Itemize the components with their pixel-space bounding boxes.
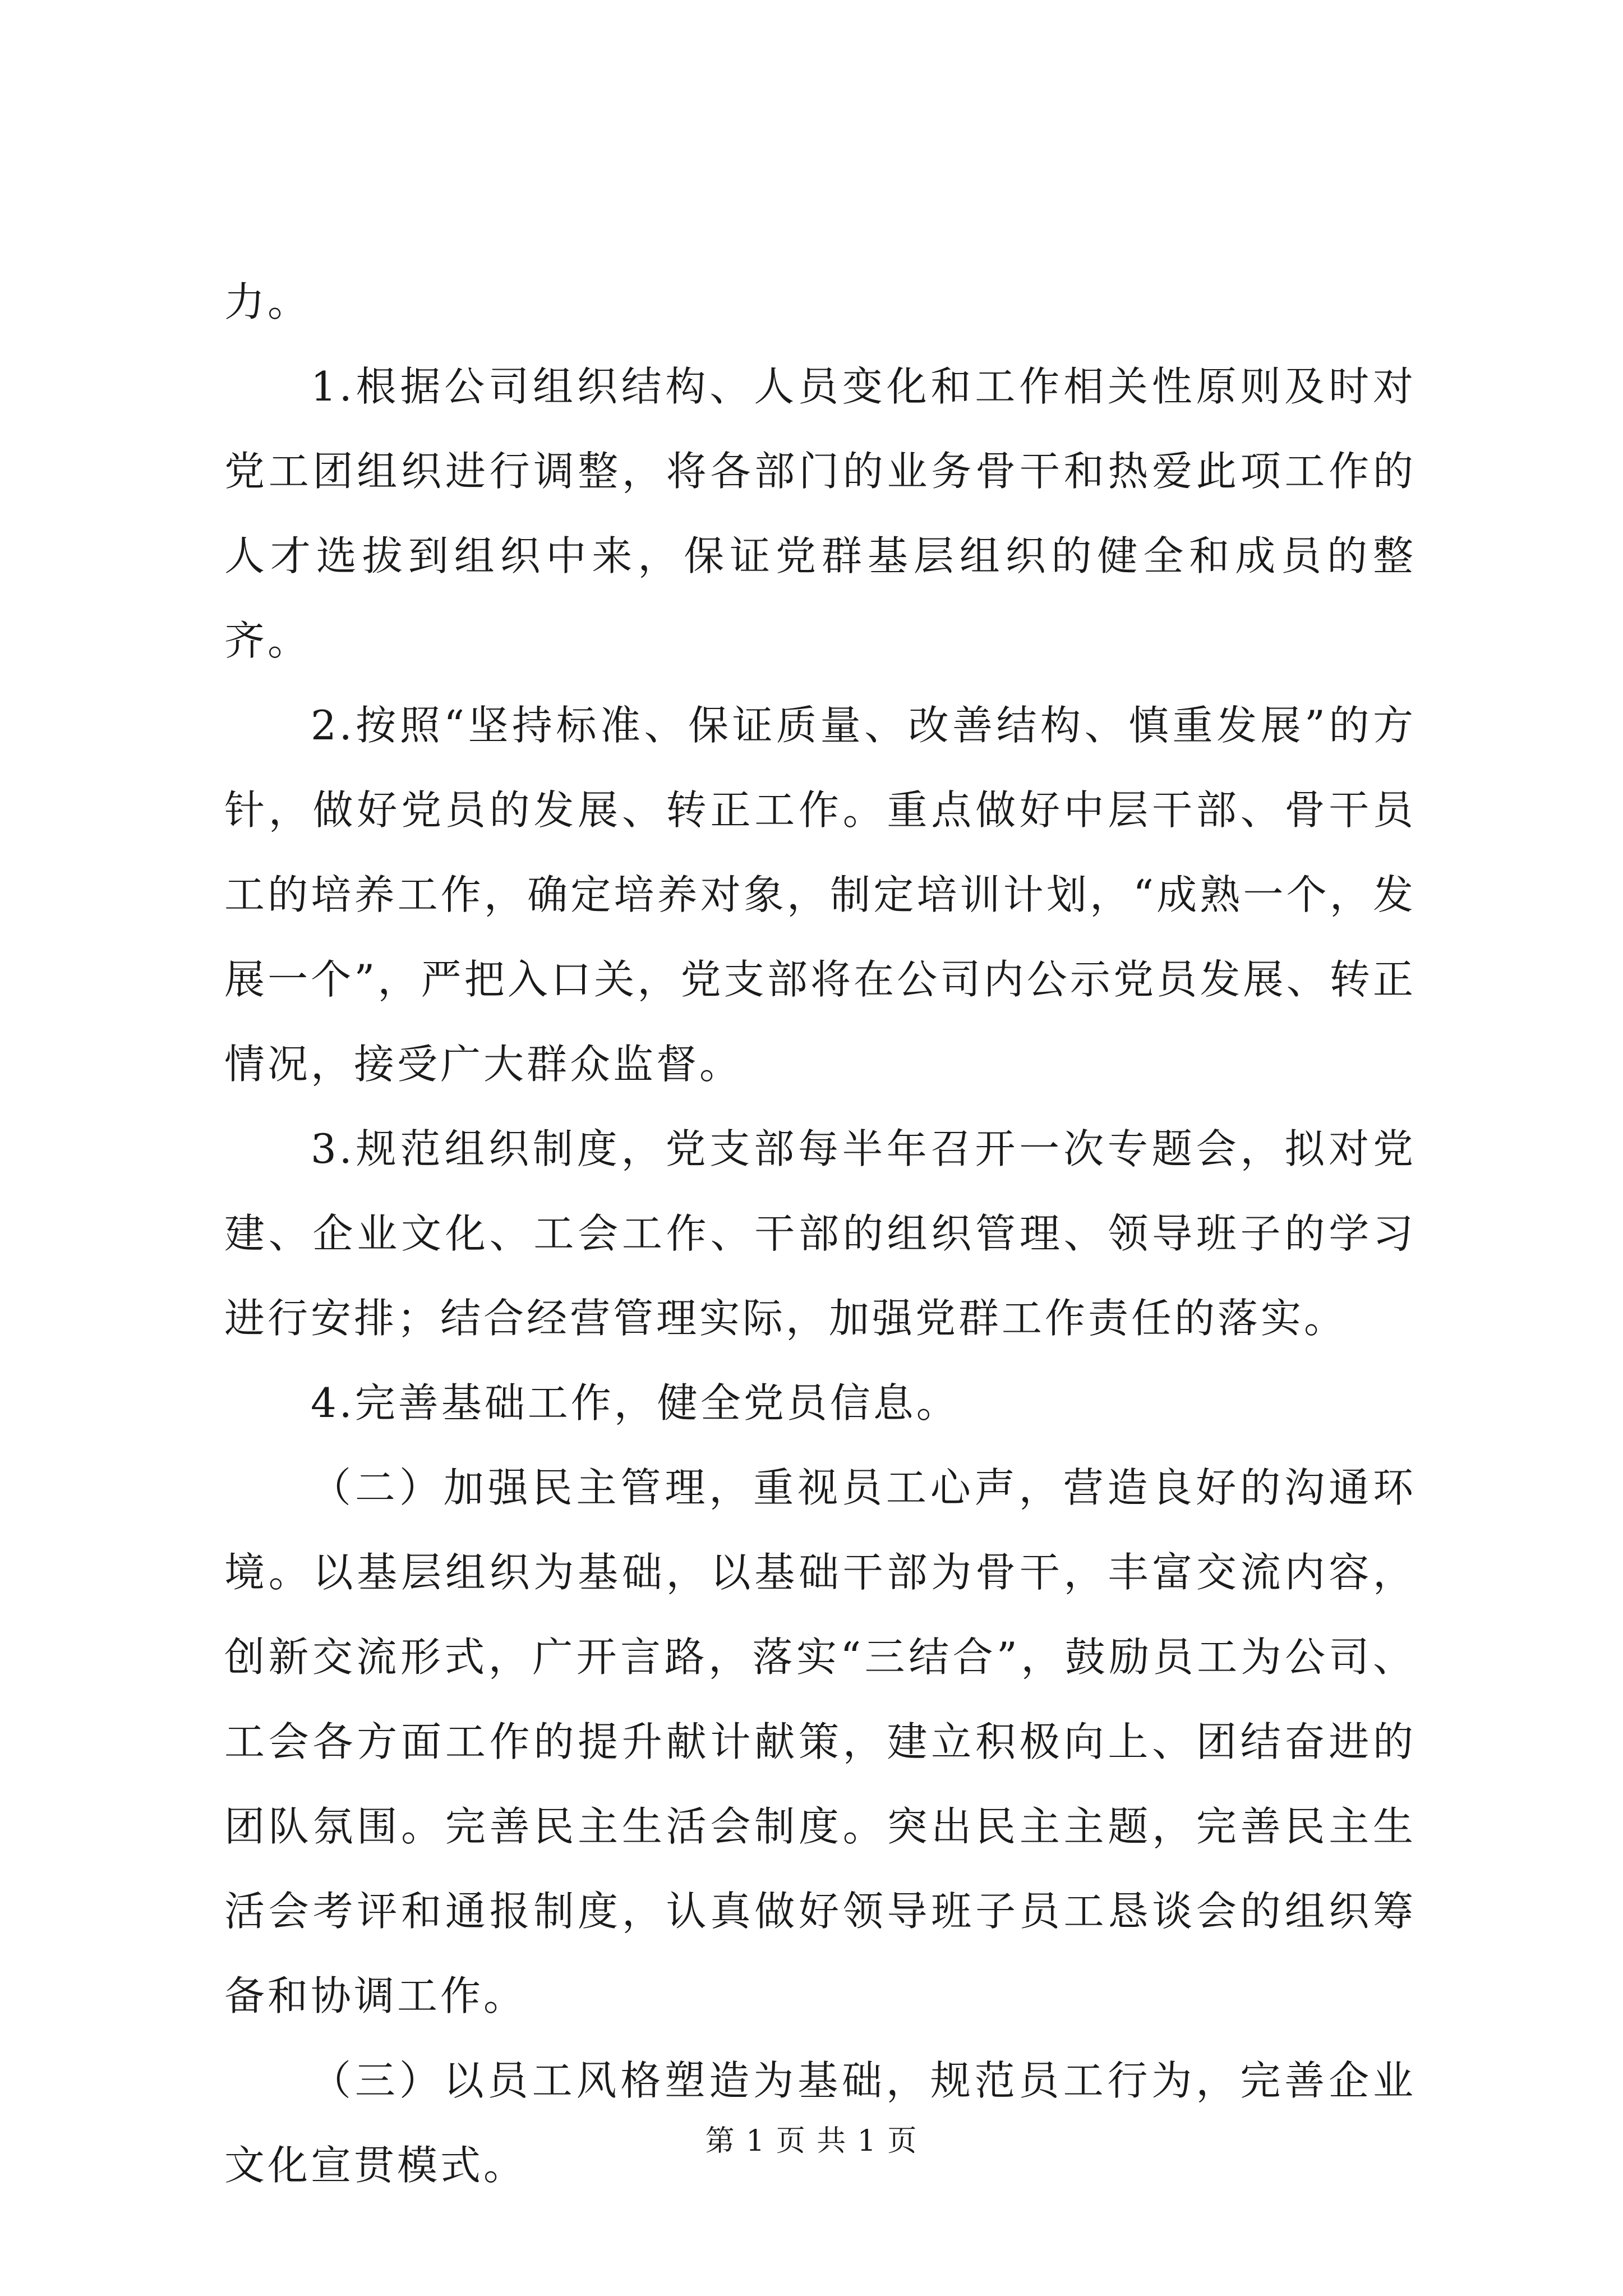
page-number-footer: 第 1 页 共 1 页 [705,2124,918,2158]
paragraph-item-2: 2.按照“坚持标准、保证质量、改善结构、慎重发展”的方针，做好党员的发展、转正工作。重点做好中层干部、骨干员工的培养工作，确定培养对象，制定培训计划，“成熟一个，发展一个”，严把入口关，党支部将在公司内公示党员发展、转正情况，接受广大群众监督。 [224,702,1416,1088]
paragraph-section-3: （三）以员工风格塑造为基础，规范员工行为，完善企业文化宣贯模式。 [224,2057,1416,2189]
paragraph-item-1: 1.根据公司组织结构、人员变化和工作相关性原则及时对党工团组织进行调整，将各部门的业务骨干和热爱此项工作的人才选拔到组织中来，保证党群基层组织的健全和成员的整齐。 [224,363,1416,664]
paragraph-section-2: （二）加强民主管理，重视员工心声，营造良好的沟通环境。以基层组织为基础，以基础干部为骨干，丰富交流内容，创新交流形式，广开言路，落实“三结合”，鼓励员工为公司、工会各方面工作的提升献计献策，建立积极向上、团结奋进的团队氛围。完善民主生活会制度。突出民主主题，完善民主生活会考评和通报制度，认真做好领导班子员工恳谈会的组织筹备和协调工作。 [224,1464,1416,2019]
paragraph-item-4: 4.完善基础工作，健全党员信息。 [311,1379,960,1427]
paragraph-item-3: 3.规范组织制度，党支部每半年召开一次专题会，拟对党建、企业文化、工会工作、干部的组织管理、领导班子的学习进行安排；结合经营管理实际，加强党群工作责任的落实。 [224,1125,1416,1342]
document-body [224,260,1416,2208]
paragraph-continuation: 力。 [224,278,311,325]
